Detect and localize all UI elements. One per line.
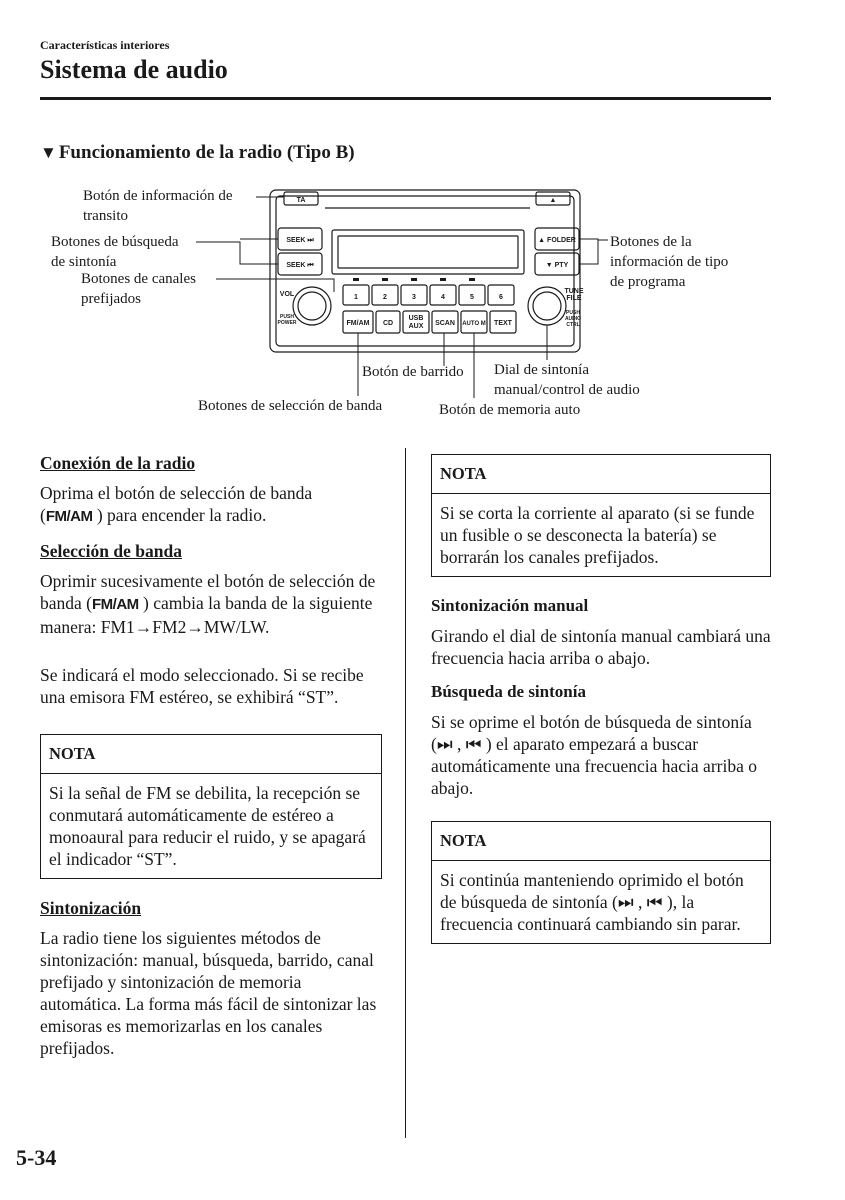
callout-seek-line2: de sintonía xyxy=(51,254,117,270)
manual-heading: Sintonización manual xyxy=(431,596,589,615)
fmam-button-ref: FM/AM xyxy=(45,508,93,525)
callout-presets-line2: prefijados xyxy=(81,291,141,307)
note-box-fm xyxy=(40,734,382,879)
folder-up-label: ▲ FOLDER xyxy=(538,237,576,244)
note3-sep: , xyxy=(633,892,647,912)
manual-paragraph: Girando el dial de sintonía manual cambiará una frecuencia hacia arriba o abajo. xyxy=(431,626,771,668)
preset-label-4: 4 xyxy=(441,294,445,301)
triangle-marker-icon: ▼ xyxy=(40,143,57,162)
seek-up-icon: ⏭ xyxy=(617,892,634,912)
left-column xyxy=(40,452,382,1071)
aux-label: AUX xyxy=(408,323,424,330)
note-box-seek xyxy=(431,821,771,944)
conexion-text-2: ) para encender la radio. xyxy=(92,505,267,525)
callout-scan: Botón de barrido xyxy=(362,364,464,380)
busqueda-text-1: Si se oprime el botón de búsqueda de sintonía ( xyxy=(431,712,752,754)
push-power-label-1: PUSH xyxy=(280,314,294,320)
push-audio-ctrl-label-1: PUSH xyxy=(566,310,580,316)
seek-up-label: SEEK ⏭ xyxy=(286,237,314,244)
seek-up-icon: ⏭ xyxy=(436,734,453,754)
seek-down-icon: ⏮ xyxy=(646,892,663,912)
auto-m-label: AUTO M xyxy=(462,321,486,327)
callout-seek xyxy=(51,232,178,272)
callout-auto-memory: Botón de memoria auto xyxy=(439,402,581,418)
busqueda-sep: , xyxy=(452,734,466,754)
page-number: 5-34 xyxy=(16,1145,57,1170)
callout-pty-line3: de programa xyxy=(610,274,686,290)
note-body: Si se corta la corriente al aparato (si se funde un fusible o se desconecta la batería) se borrarán los canales prefijados. xyxy=(440,503,755,567)
radio-diagram xyxy=(0,180,845,430)
busqueda-paragraph xyxy=(431,711,771,799)
column-divider xyxy=(405,448,406,1138)
scan-label: SCAN xyxy=(435,320,455,327)
conexion-paragraph xyxy=(40,482,382,528)
callout-pty-line2: información de tipo xyxy=(610,254,729,270)
cd-label: CD xyxy=(382,320,394,327)
folder-down-label: ▼ PTY xyxy=(545,262,569,269)
callout-seek-line1: Botones de búsqueda xyxy=(51,234,179,250)
page-title: Sistema de audio xyxy=(40,55,228,84)
text-label: TEXT xyxy=(494,320,512,327)
callout-band: Botones de selección de banda xyxy=(198,398,383,414)
fmam-label: FM/AM xyxy=(346,320,370,327)
busqueda-text-2: ) el aparato empezará a buscar automáticamente una frecuencia hacia arriba o abajo. xyxy=(431,734,757,798)
callout-traffic-info-line2: transito xyxy=(83,208,128,224)
volume-knob[interactable] xyxy=(293,287,331,325)
note-body: Si la señal de FM se debilita, la recepción se conmutará automáticamente de estéreo a monoaural para reducir el ruido, y se apagará el indicador “ST”. xyxy=(49,783,366,869)
conexion-heading: Conexión de la radio xyxy=(40,453,196,473)
seleccion-paragraph xyxy=(40,570,382,638)
note-heading: NOTA xyxy=(432,822,770,861)
callout-presets xyxy=(81,269,196,309)
callout-tuning-dial-line2: manual/control de audio xyxy=(494,382,640,398)
sintonizacion-paragraph: La radio tiene los siguientes métodos de sintonización: manual, búsqueda, barrido, canal prefijado y sintonización de memoria automática. La forma más fácil de sintonizar las emisoras es memorizarlas en los canales prefijados. xyxy=(40,928,377,1058)
right-column xyxy=(431,454,771,962)
tune-knob[interactable] xyxy=(528,287,566,325)
preset-label-6: 6 xyxy=(499,294,503,301)
callout-presets-line1: Botones de canales xyxy=(81,271,196,287)
vol-label: VOL xyxy=(279,291,295,298)
callout-tuning-dial xyxy=(494,360,640,400)
seek-down-label: SEEK ⏮ xyxy=(286,262,314,269)
conexion-open: ( xyxy=(40,505,46,525)
callout-tuning-dial-line1: Dial de sintonía xyxy=(494,362,589,378)
eject-icon: ▲ xyxy=(549,197,557,204)
note-body xyxy=(432,861,770,943)
push-audio-ctrl-label-2: AUDIO xyxy=(564,316,582,322)
callout-traffic-info-line1: Botón de información de xyxy=(83,188,233,204)
preset-label-2: 2 xyxy=(383,294,387,301)
seleccion-text-1: Oprimir sucesivamente el botón de selección de banda ( xyxy=(40,571,376,613)
file-label: FILE xyxy=(566,295,582,302)
fmam-button-ref-2: FM/AM xyxy=(92,596,139,613)
push-power-label-2: POWER xyxy=(277,320,297,326)
subsection-title-text: Funcionamiento de la radio (Tipo B) xyxy=(58,142,355,163)
note3-text-2: ), la frecuencia continuará cambiando sin parar. xyxy=(440,892,741,934)
preset-label-5: 5 xyxy=(470,294,474,301)
preset-label-3: 3 xyxy=(412,294,416,301)
note-heading: NOTA xyxy=(41,735,381,774)
callout-pty xyxy=(610,232,728,292)
seek-down-icon: ⏮ xyxy=(465,734,482,754)
busqueda-heading: Búsqueda de sintonía xyxy=(431,682,586,701)
seleccion-paragraph-2: Se indicará el modo seleccionado. Si se recibe una emisora FM estéreo, se exhibirá “ST”. xyxy=(40,665,364,707)
seleccion-text-2: ) cambia la banda de la siguiente manera: FM1→FM2→MW/LW. xyxy=(40,593,373,637)
preset-label-1: 1 xyxy=(354,294,358,301)
note-heading: NOTA xyxy=(432,455,770,494)
sintonizacion-heading: Sintonización xyxy=(40,898,142,918)
seleccion-heading: Selección de banda xyxy=(40,541,182,561)
conexion-text-1: Oprima el botón de selección de banda xyxy=(40,483,313,503)
note-box-power xyxy=(431,454,771,577)
subsection-title xyxy=(40,142,355,164)
title-rule xyxy=(40,97,771,100)
callout-pty-line1: Botones de la xyxy=(610,234,692,250)
push-audio-ctrl-label-3: CTRL xyxy=(566,322,580,328)
usb-label: USB xyxy=(408,315,424,322)
callout-traffic-info xyxy=(83,186,233,226)
tune-label: TUNE xyxy=(564,288,584,295)
section-label: Características interiores xyxy=(40,38,170,52)
ta-label: TA xyxy=(296,197,306,204)
radio-faceplate xyxy=(270,190,580,352)
note3-text-1: Si continúa manteniendo oprimido el botón de búsqueda de sintonía ( xyxy=(440,870,744,912)
